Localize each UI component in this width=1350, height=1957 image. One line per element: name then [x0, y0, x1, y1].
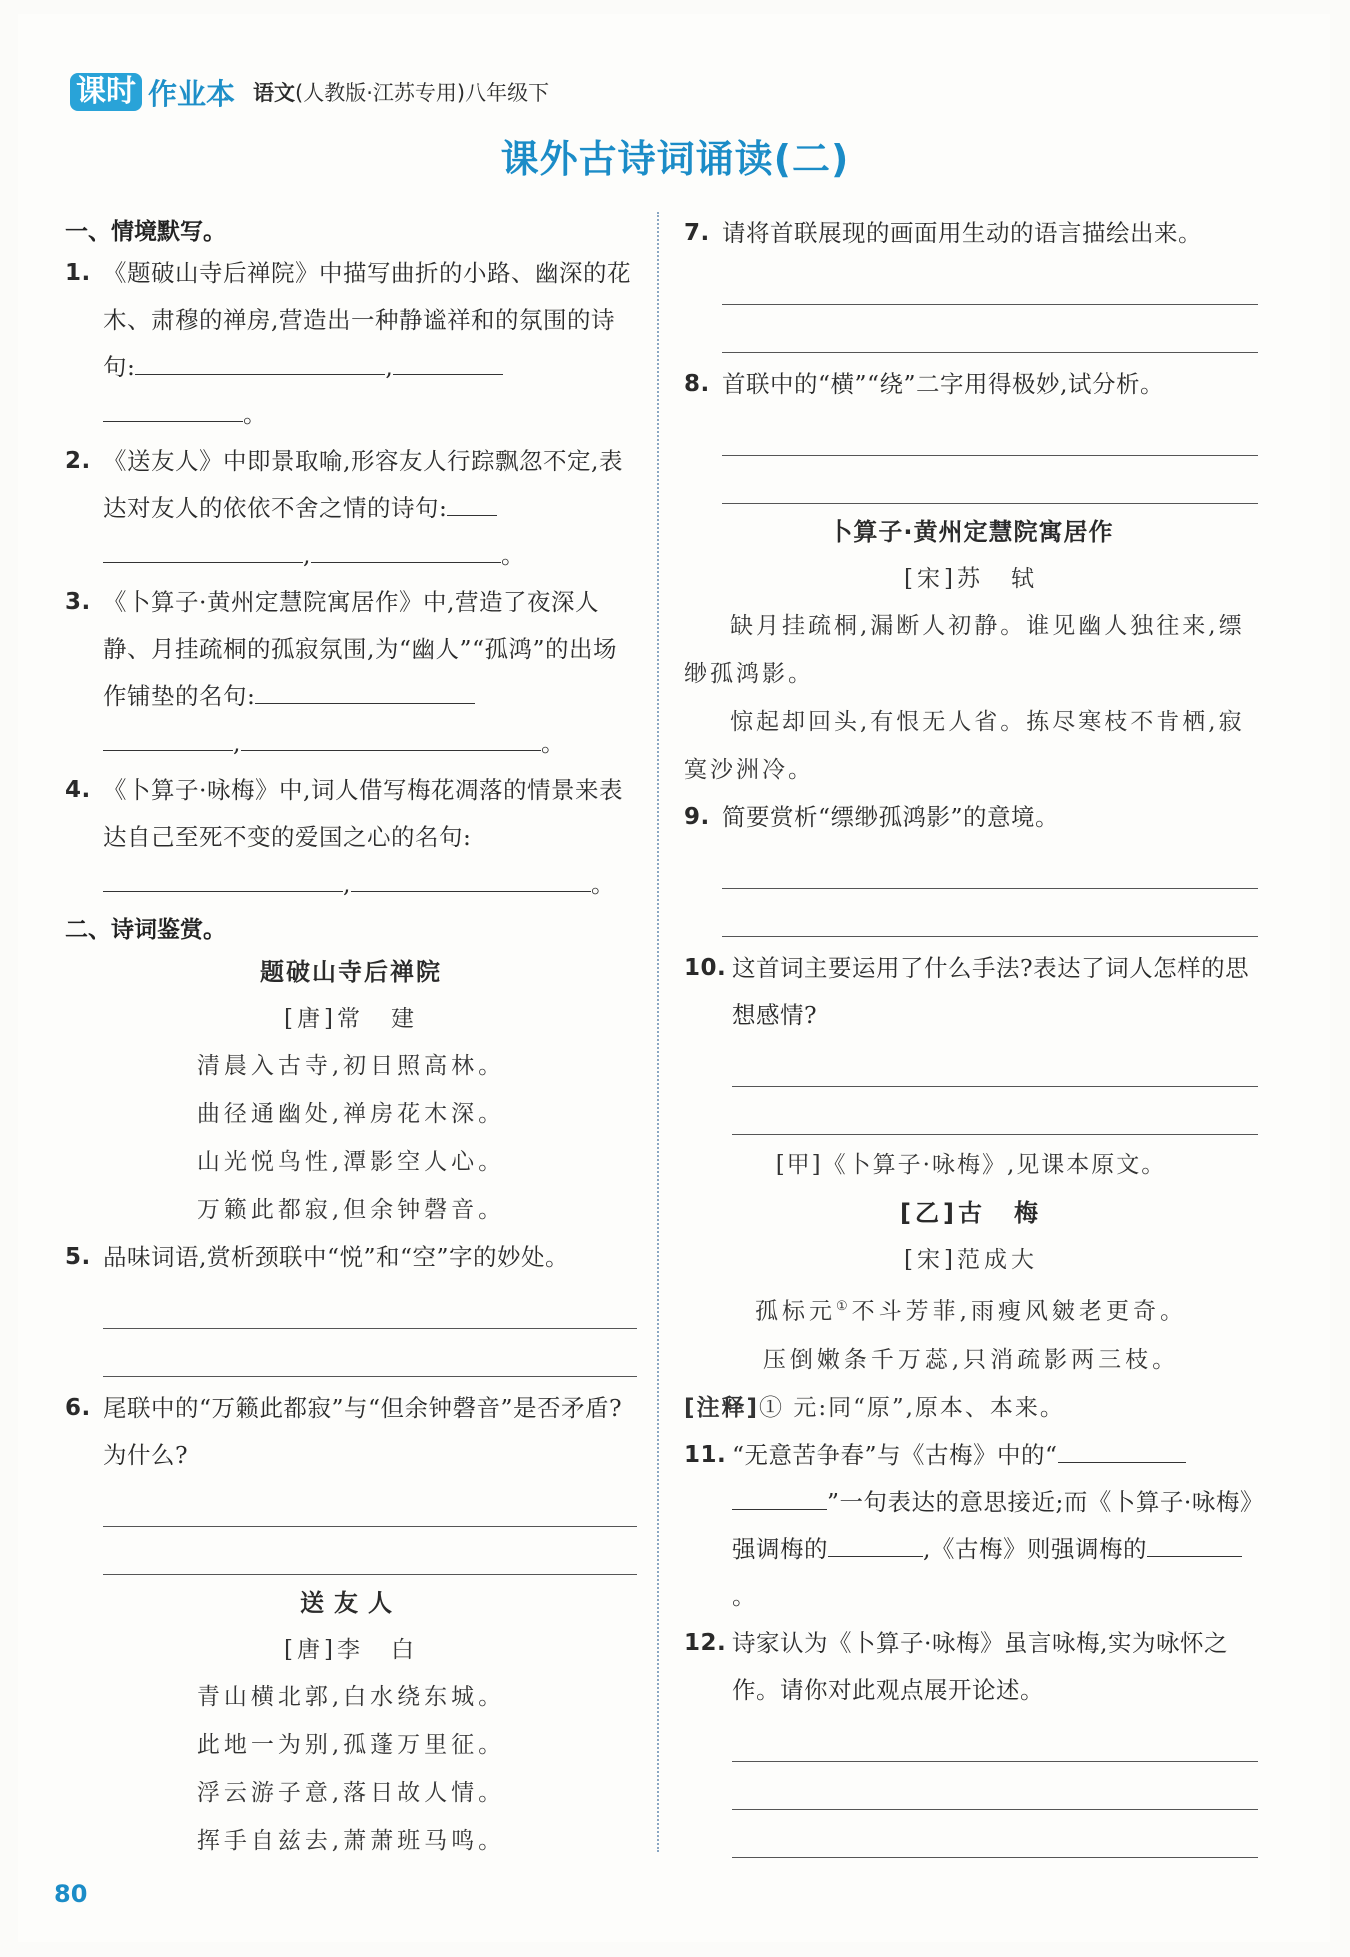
- section-2-heading: 二、诗词鉴赏。: [65, 917, 226, 943]
- answer-blank[interactable]: [447, 485, 497, 516]
- poem-line: 此地一为别,孤蓬万里征。: [196, 1732, 506, 1758]
- question-text: 《卜算子·黄州定慧院寓居作》中,营造了夜深人静、月挂疏桐的孤寂氛围,为“幽人”“孤鸿”的出场作铺垫的名句:: [103, 588, 618, 710]
- footnote-marker: ①: [836, 1299, 852, 1314]
- question-text: 尾联中的“万籁此都寂”与“但余钟磬音”是否矛盾?为什么?: [103, 1394, 623, 1469]
- poem-author: [宋]苏 轼: [904, 566, 1038, 592]
- answer-line[interactable]: [732, 1087, 1258, 1135]
- footnote-label: [注释]: [684, 1394, 760, 1421]
- answer-blank[interactable]: [241, 720, 541, 751]
- answer-blank[interactable]: [732, 1479, 827, 1510]
- question-3: [65, 579, 637, 767]
- poem-4: [684, 1189, 1258, 1384]
- question-text: 简要赏析“缥缈孤鸿影”的意境。: [722, 803, 1060, 831]
- question-text: 。: [732, 1581, 756, 1610]
- question-number: 10.: [684, 955, 727, 981]
- question-1: [65, 250, 637, 438]
- poem-author: [唐]李 白: [284, 1637, 418, 1663]
- answer-blank[interactable]: [103, 391, 243, 422]
- question-number: 1.: [65, 260, 91, 286]
- question-text: ”一句表达的意思接近;而《卜算子·咏梅》强调梅的: [732, 1487, 1253, 1563]
- question-number: 2.: [65, 448, 91, 474]
- poem-2: [65, 1579, 637, 1865]
- logo-zuoyeben: 作业本: [148, 76, 236, 111]
- footnote-text: ① 元:同“原”,原本、本来。: [759, 1394, 1065, 1421]
- poem-title: 卜算子·黄州定慧院寓居作: [828, 518, 1114, 546]
- logo-keshi: 课时: [70, 73, 142, 111]
- grade-label: 八年级下: [465, 81, 550, 105]
- left-column: [65, 210, 637, 1865]
- question-text: “无意苦争春”与《古梅》中的“: [732, 1440, 1058, 1469]
- poem-line: 山光悦鸟性,潭影空人心。: [196, 1149, 506, 1175]
- comma: ,: [303, 541, 311, 569]
- question-text: 这首词主要运用了什么手法?表达了词人怎样的思想感情?: [732, 954, 1250, 1029]
- poem-line: 压倒嫩条千万蕊,只消疏影两三枝。: [762, 1346, 1180, 1373]
- question-11: [684, 1432, 1258, 1620]
- answer-blank[interactable]: [311, 532, 501, 563]
- header-subtitle: [253, 77, 549, 107]
- poem-line: 挥手自兹去,萧萧班马鸣。: [196, 1828, 506, 1854]
- answer-line[interactable]: [732, 1810, 1258, 1858]
- question-number: 12.: [684, 1629, 727, 1656]
- question-number: 3.: [65, 589, 91, 615]
- question-12: [684, 1620, 1258, 1714]
- poem-line: 青山横北郭,白水绕东城。: [196, 1684, 506, 1710]
- section-1-heading: 一、情境默写。: [65, 219, 226, 245]
- answer-blank[interactable]: [351, 861, 591, 892]
- answer-line[interactable]: [722, 889, 1258, 937]
- answer-blank[interactable]: [1058, 1432, 1186, 1463]
- answer-blank[interactable]: [393, 344, 503, 375]
- poem-jia-note: [甲]《卜算子·咏梅》,见课本原文。: [775, 1152, 1167, 1178]
- answer-line[interactable]: [732, 1039, 1258, 1087]
- question-text: 诗家认为《卜算子·咏梅》虽言咏梅,实为咏怀之作。请你对此观点展开论述。: [732, 1628, 1228, 1704]
- poem-line: 浮云游子意,落日故人情。: [196, 1780, 506, 1806]
- answer-line[interactable]: [732, 1762, 1258, 1810]
- answer-line[interactable]: [722, 408, 1258, 456]
- poem-line: 万籁此都寂,但余钟磬音。: [196, 1197, 506, 1223]
- question-9: [684, 794, 1258, 841]
- answer-blank[interactable]: [103, 532, 303, 563]
- answer-blank[interactable]: [103, 720, 233, 751]
- question-text: 《送友人》中即景取喻,形容友人行踪飘忽不定,表达对友人的依依不舍之情的诗句:: [103, 447, 623, 522]
- poem-3: [684, 508, 1258, 794]
- answer-blank[interactable]: [1147, 1526, 1242, 1557]
- footnote: [684, 1384, 1258, 1432]
- question-text: 首联中的“横”“绕”二字用得极妙,试分析。: [722, 370, 1165, 398]
- answer-line[interactable]: [722, 841, 1258, 889]
- poem-title: [乙]古 梅: [900, 1199, 1042, 1227]
- period: 。: [500, 541, 525, 569]
- question-number: 11.: [684, 1441, 727, 1468]
- question-7: [684, 210, 1258, 257]
- question-number: 4.: [65, 777, 91, 803]
- subject-label: 语文: [253, 81, 296, 105]
- comma: ,: [233, 729, 241, 757]
- question-number: 8.: [684, 371, 710, 397]
- question-text: 《题破山寺后禅院》中描写曲折的小路、幽深的花木、肃穆的禅房,营造出一种静谧祥和的氛围的诗句:: [103, 259, 631, 381]
- question-number: 9.: [684, 804, 710, 830]
- page-title: 课外古诗词诵读(二): [500, 137, 850, 181]
- question-text: 品味词语,赏析颈联中“悦”和“空”字的妙处。: [103, 1243, 570, 1271]
- answer-line[interactable]: [722, 305, 1258, 353]
- poem-author: [宋]范成大: [904, 1247, 1038, 1273]
- question-number: 5.: [65, 1244, 91, 1270]
- poem-stanza: 惊起却回头,有恨无人省。拣尽寒枝不肯栖,寂寞沙洲冷。: [684, 709, 1245, 783]
- poem-1: [65, 948, 637, 1234]
- page-number: 80: [54, 1880, 88, 1908]
- poem-line-part: 孤标元: [755, 1298, 837, 1325]
- period: 。: [590, 870, 615, 898]
- period: 。: [243, 400, 267, 428]
- question-number: 7.: [684, 220, 710, 246]
- answer-blank[interactable]: [135, 344, 385, 375]
- brand-logo: [70, 72, 235, 113]
- answer-line[interactable]: [103, 1281, 637, 1329]
- poem-author: [唐]常 建: [284, 1006, 418, 1032]
- answer-line[interactable]: [103, 1479, 637, 1527]
- header: [70, 72, 549, 112]
- answer-blank[interactable]: [828, 1526, 923, 1557]
- question-10: [684, 945, 1258, 1039]
- poem-line: 清晨入古寺,初日照高林。: [196, 1053, 506, 1079]
- question-5: [65, 1234, 637, 1281]
- answer-line[interactable]: [103, 1527, 637, 1575]
- question-8: [684, 361, 1258, 408]
- answer-blank[interactable]: [255, 673, 475, 704]
- question-6: [65, 1385, 637, 1479]
- question-text: 请将首联展现的画面用生动的语言描绘出来。: [722, 219, 1202, 247]
- question-4: [65, 767, 637, 908]
- answer-line[interactable]: [722, 456, 1258, 504]
- answer-blank[interactable]: [103, 861, 343, 892]
- poem-stanza: 缺月挂疏桐,漏断人初静。谁见幽人独往来,缥缈孤鸿影。: [684, 613, 1245, 687]
- poem-line: 曲径通幽处,禅房花木深。: [196, 1101, 506, 1127]
- period: 。: [540, 729, 565, 757]
- question-number: 6.: [65, 1395, 91, 1421]
- question-text: ,《古梅》则强调梅的: [923, 1534, 1147, 1563]
- poem-line: [684, 1283, 1258, 1336]
- comma: ,: [385, 353, 394, 381]
- question-2: [65, 438, 637, 579]
- poem-title: 送友人: [300, 1589, 402, 1617]
- answer-line[interactable]: [722, 257, 1258, 305]
- comma: ,: [343, 870, 351, 898]
- poem-line-part: 不斗芳菲,雨瘦风皴老更奇。: [851, 1298, 1187, 1325]
- question-text: 《卜算子·咏梅》中,词人借写梅花凋落的情景来表达自己至死不变的爱国之心的名句:: [103, 776, 623, 851]
- edition-label: (人教版·江苏专用): [295, 81, 466, 105]
- answer-line[interactable]: [103, 1329, 637, 1377]
- poem-title: 题破山寺后禅院: [260, 958, 442, 986]
- right-column: [684, 210, 1258, 1858]
- answer-line[interactable]: [732, 1714, 1258, 1762]
- column-divider: [657, 212, 659, 1852]
